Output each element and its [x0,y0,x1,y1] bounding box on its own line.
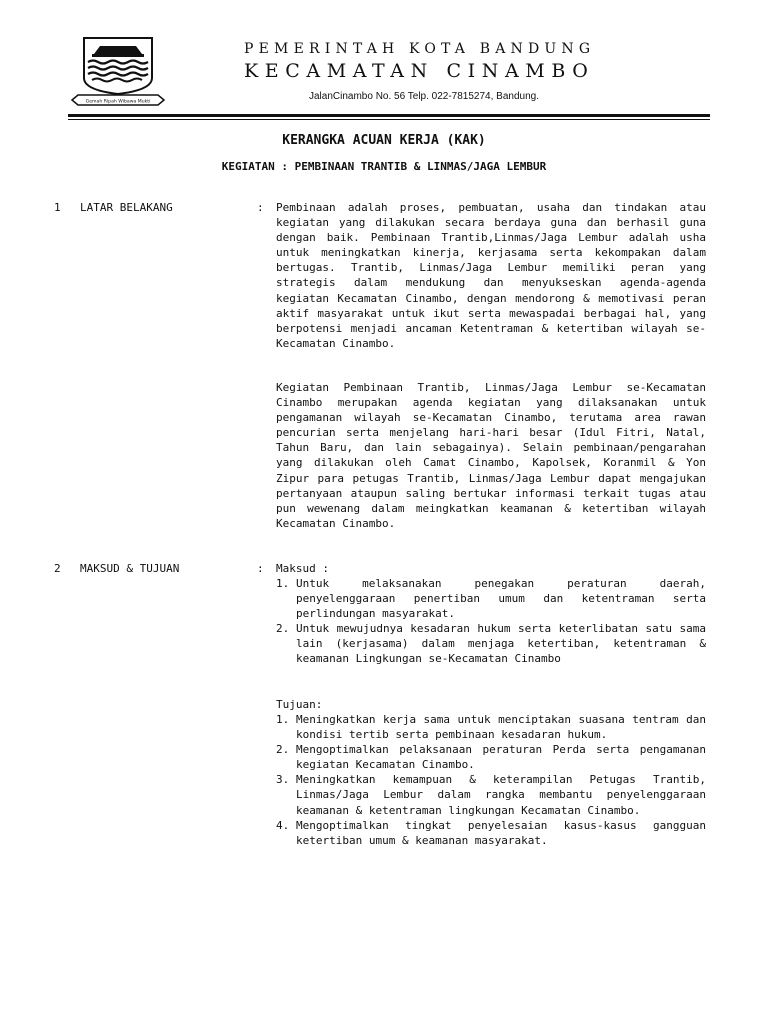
section-number: 2 [54,562,61,575]
list-item: 1. Meningkatkan kerja sama untuk menciptakan suasana tentram dan kondisi tertib serta pembinaan kesadaran hukum. [276,713,706,742]
section-label-maksud-tujuan: MAKSUD & TUJUAN [80,562,180,575]
latar-belakang-paragraph-1: Pembinaan adalah proses, pembuatan, usaha dan tindakan atau kegiatan yang dilakukan secara berdaya guna dan berhasil guna dengan baik. Pembinaan Trantib,Linmas/Jaga Lembur adalah usha untuk meningkatkan kinerja, kerjasama serta kekompakan dalam bertugas. Trantib, Linmas/Jaga Lembur memiliki peran yang strategis dalam mendukung dan menyukseskan agenda-agenda kegiatan Kecamatan Cinambo, dengan mendorong & memotivasi peran aktif masyarakat untuk ikut serta mewaspadai berbagai hal, yang berpotensi menjadi ancaman Ketentraman & ketertiban wilayah se-Kecamatan Cinambo. [276,201,706,350]
document-title: KERANGKA ACUAN KERJA (KAK) [282,133,486,148]
list-item: 3. Meningkatkan kemampuan & keterampilan Petugas Trantib, Linmas/Jaga Lembur dalam rangka membantu penyelenggaraan keamanan & ketentraman lingkungan Kecamatan Cinambo. [276,773,706,817]
header-rule-thin [68,119,710,120]
tujuan-list [276,712,706,848]
maksud-heading: Maksud : [276,562,329,575]
list-item: 1. Untuk melaksanakan penegakan peraturan daerah, penyelenggaraan penertiban umum dan ketentraman serta perlindungan masyarakat. [276,577,706,621]
city-emblem-logo [70,34,166,106]
list-item: 4. Mengoptimalkan tingkat penyelesaian kasus-kasus gangguan ketertiban umum & keamanan masyarakat. [276,818,706,847]
header-rule-thick [68,114,710,117]
district-name: KECAMATAN CINAMBO [244,60,595,82]
latar-belakang-paragraph-2: Kegiatan Pembinaan Trantib, Linmas/Jaga Lembur se-Kecamatan Cinambo merupakan agenda kegiatan yang dilaksanakan untuk pengamanan wilayah se-Kecamatan Cinambo, terutama area rawan pencurian serta menjelang hari-hari besar (Idul Fitri, Natal, Tahun Baru, dan lain sebagainya). Selain pembinaan/pengarahan yang dilakukan oleh Camat Cinambo, Kapolsek, Koranmil & Yon Zipur para petugas Trantib, Linmas/Jaga Lembur dapat mengajukan pertanyaan ataupun saling bertukar informasi terkait tugas atau pun wewenang dalam meingkatkan keamanan & ketertiban wilayah Kecamatan Cinambo. [276,381,706,530]
document-subtitle: KEGIATAN : PEMBINAAN TRANTIB & LINMAS/JAGA LEMBUR [221,160,547,173]
section-colon: : [257,562,264,575]
maksud-list [276,576,706,667]
section-number: 1 [54,201,61,214]
tujuan-heading: Tujuan: [276,698,323,711]
section-colon: : [257,201,264,214]
list-item: 2. Mengoptimalkan pelaksanaan peraturan Perda serta pengamanan kegiatan Kecamatan Cinambo. [276,743,706,772]
section-label-latar-belakang: LATAR BELAKANG [80,201,173,214]
list-item: 2. Untuk mewujudnya kesadaran hukum serta keterlibatan satu sama lain (kerjasama) dalam menjaga ketertiban, ketentraman & keamanan Lingkungan se-Kecamatan Cinambo [276,622,706,666]
government-name: PEMERINTAH KOTA BANDUNG [244,41,596,57]
office-address: JalanCinambo No. 56 Telp. 022-7815274, Bandung. [309,91,539,102]
logo-motto-ribbon: Gemah Ripah Wibawa Mukti [85,99,151,105]
